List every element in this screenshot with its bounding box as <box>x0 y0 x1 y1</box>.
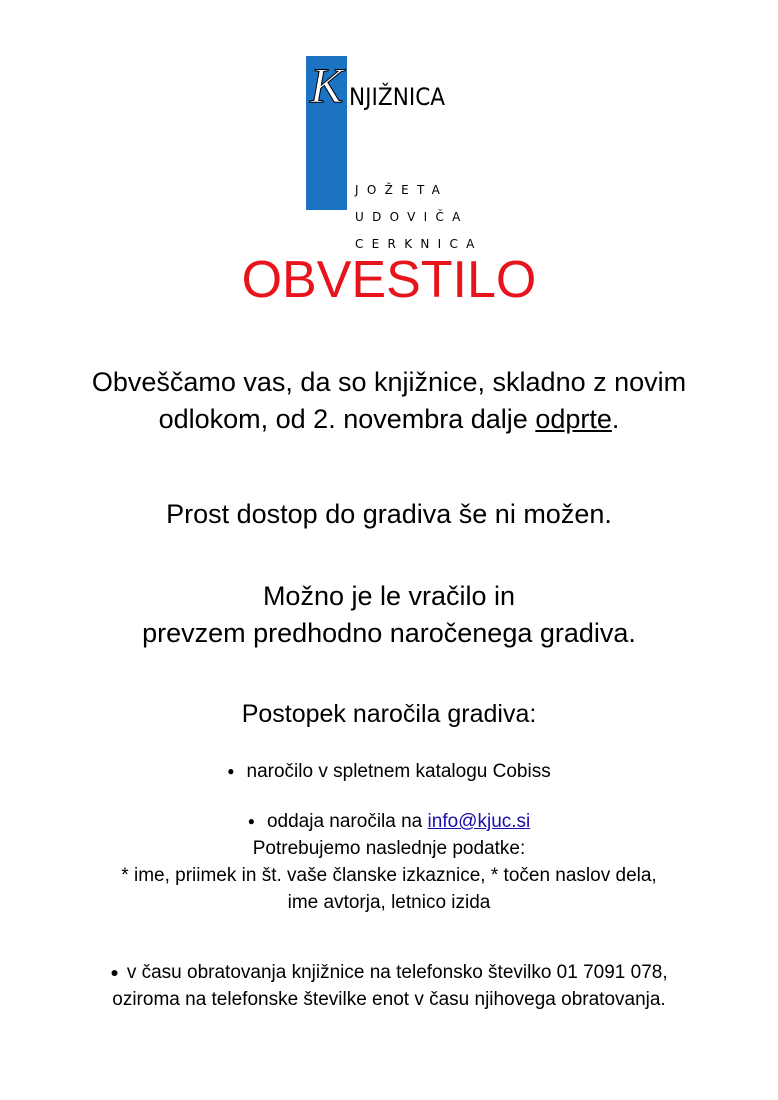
logo-title: NJIŽNICA <box>349 83 446 111</box>
notice-paragraph-access: Prost dostop do gradiva še ni možen. <box>166 499 612 529</box>
bullet-icon: ● <box>110 964 119 981</box>
bullet-phone-line-1 <box>0 959 778 986</box>
logo-line-2: UDOVIČA <box>355 210 469 224</box>
bullet-phone-text: v času obratovanja knjižnice na telefonsko številko 01 7091 078, <box>126 962 668 983</box>
logo-k-letter: K <box>310 57 344 113</box>
notice-paragraph-open <box>0 364 778 438</box>
bullet-email <box>0 808 778 916</box>
bullet-icon: ● <box>227 764 235 779</box>
bullet-email-text: oddaja naročila na <box>266 811 428 832</box>
paragraph-open-line-2 <box>0 401 778 438</box>
email-link[interactable]: info@kjuc.si <box>427 811 531 832</box>
library-logo <box>306 56 483 251</box>
logo-line-1: JOŽETA <box>355 183 449 197</box>
bullet-phone-line-2: oziroma na telefonske številke enot v času njihovega obratovanja. <box>112 989 666 1011</box>
bullet-email-line-3: * ime, priimek in št. vaše članske izkaznice, * točen naslov dela, <box>121 865 657 887</box>
bullet-email-line-4: ime avtorja, letnico izida <box>287 892 491 914</box>
paragraph-open-line-2-start: odlokom, od 2. novembra dalje <box>158 404 536 434</box>
notice-paragraph-return <box>0 578 778 652</box>
logo-line-3: CERKNICA <box>355 237 483 251</box>
bullet-email-line-2: Potrebujemo naslednje podatke: <box>252 838 526 860</box>
paragraph-open-line-1: Obveščamo vas, da so knjižnice, skladno z novim <box>91 367 687 397</box>
paragraph-return-line-1: Možno je le vračilo in <box>262 581 516 611</box>
paragraph-return-line-2: prevzem predhodno naročenega gradiva. <box>142 618 636 648</box>
bullet-icon: ● <box>247 814 255 829</box>
bullet-email-line-1 <box>0 808 778 835</box>
procedure-heading: Postopek naročila gradiva: <box>241 700 537 728</box>
paragraph-open-line-2-end: . <box>611 404 620 434</box>
open-underlined-word: odprte <box>535 404 612 434</box>
bullet-cobiss <box>0 758 778 785</box>
notice-title: OBVESTILO <box>241 251 537 309</box>
bullet-cobiss-text: naročilo v spletnem katalogu Cobiss <box>246 761 551 782</box>
bullet-phone <box>0 959 778 1013</box>
